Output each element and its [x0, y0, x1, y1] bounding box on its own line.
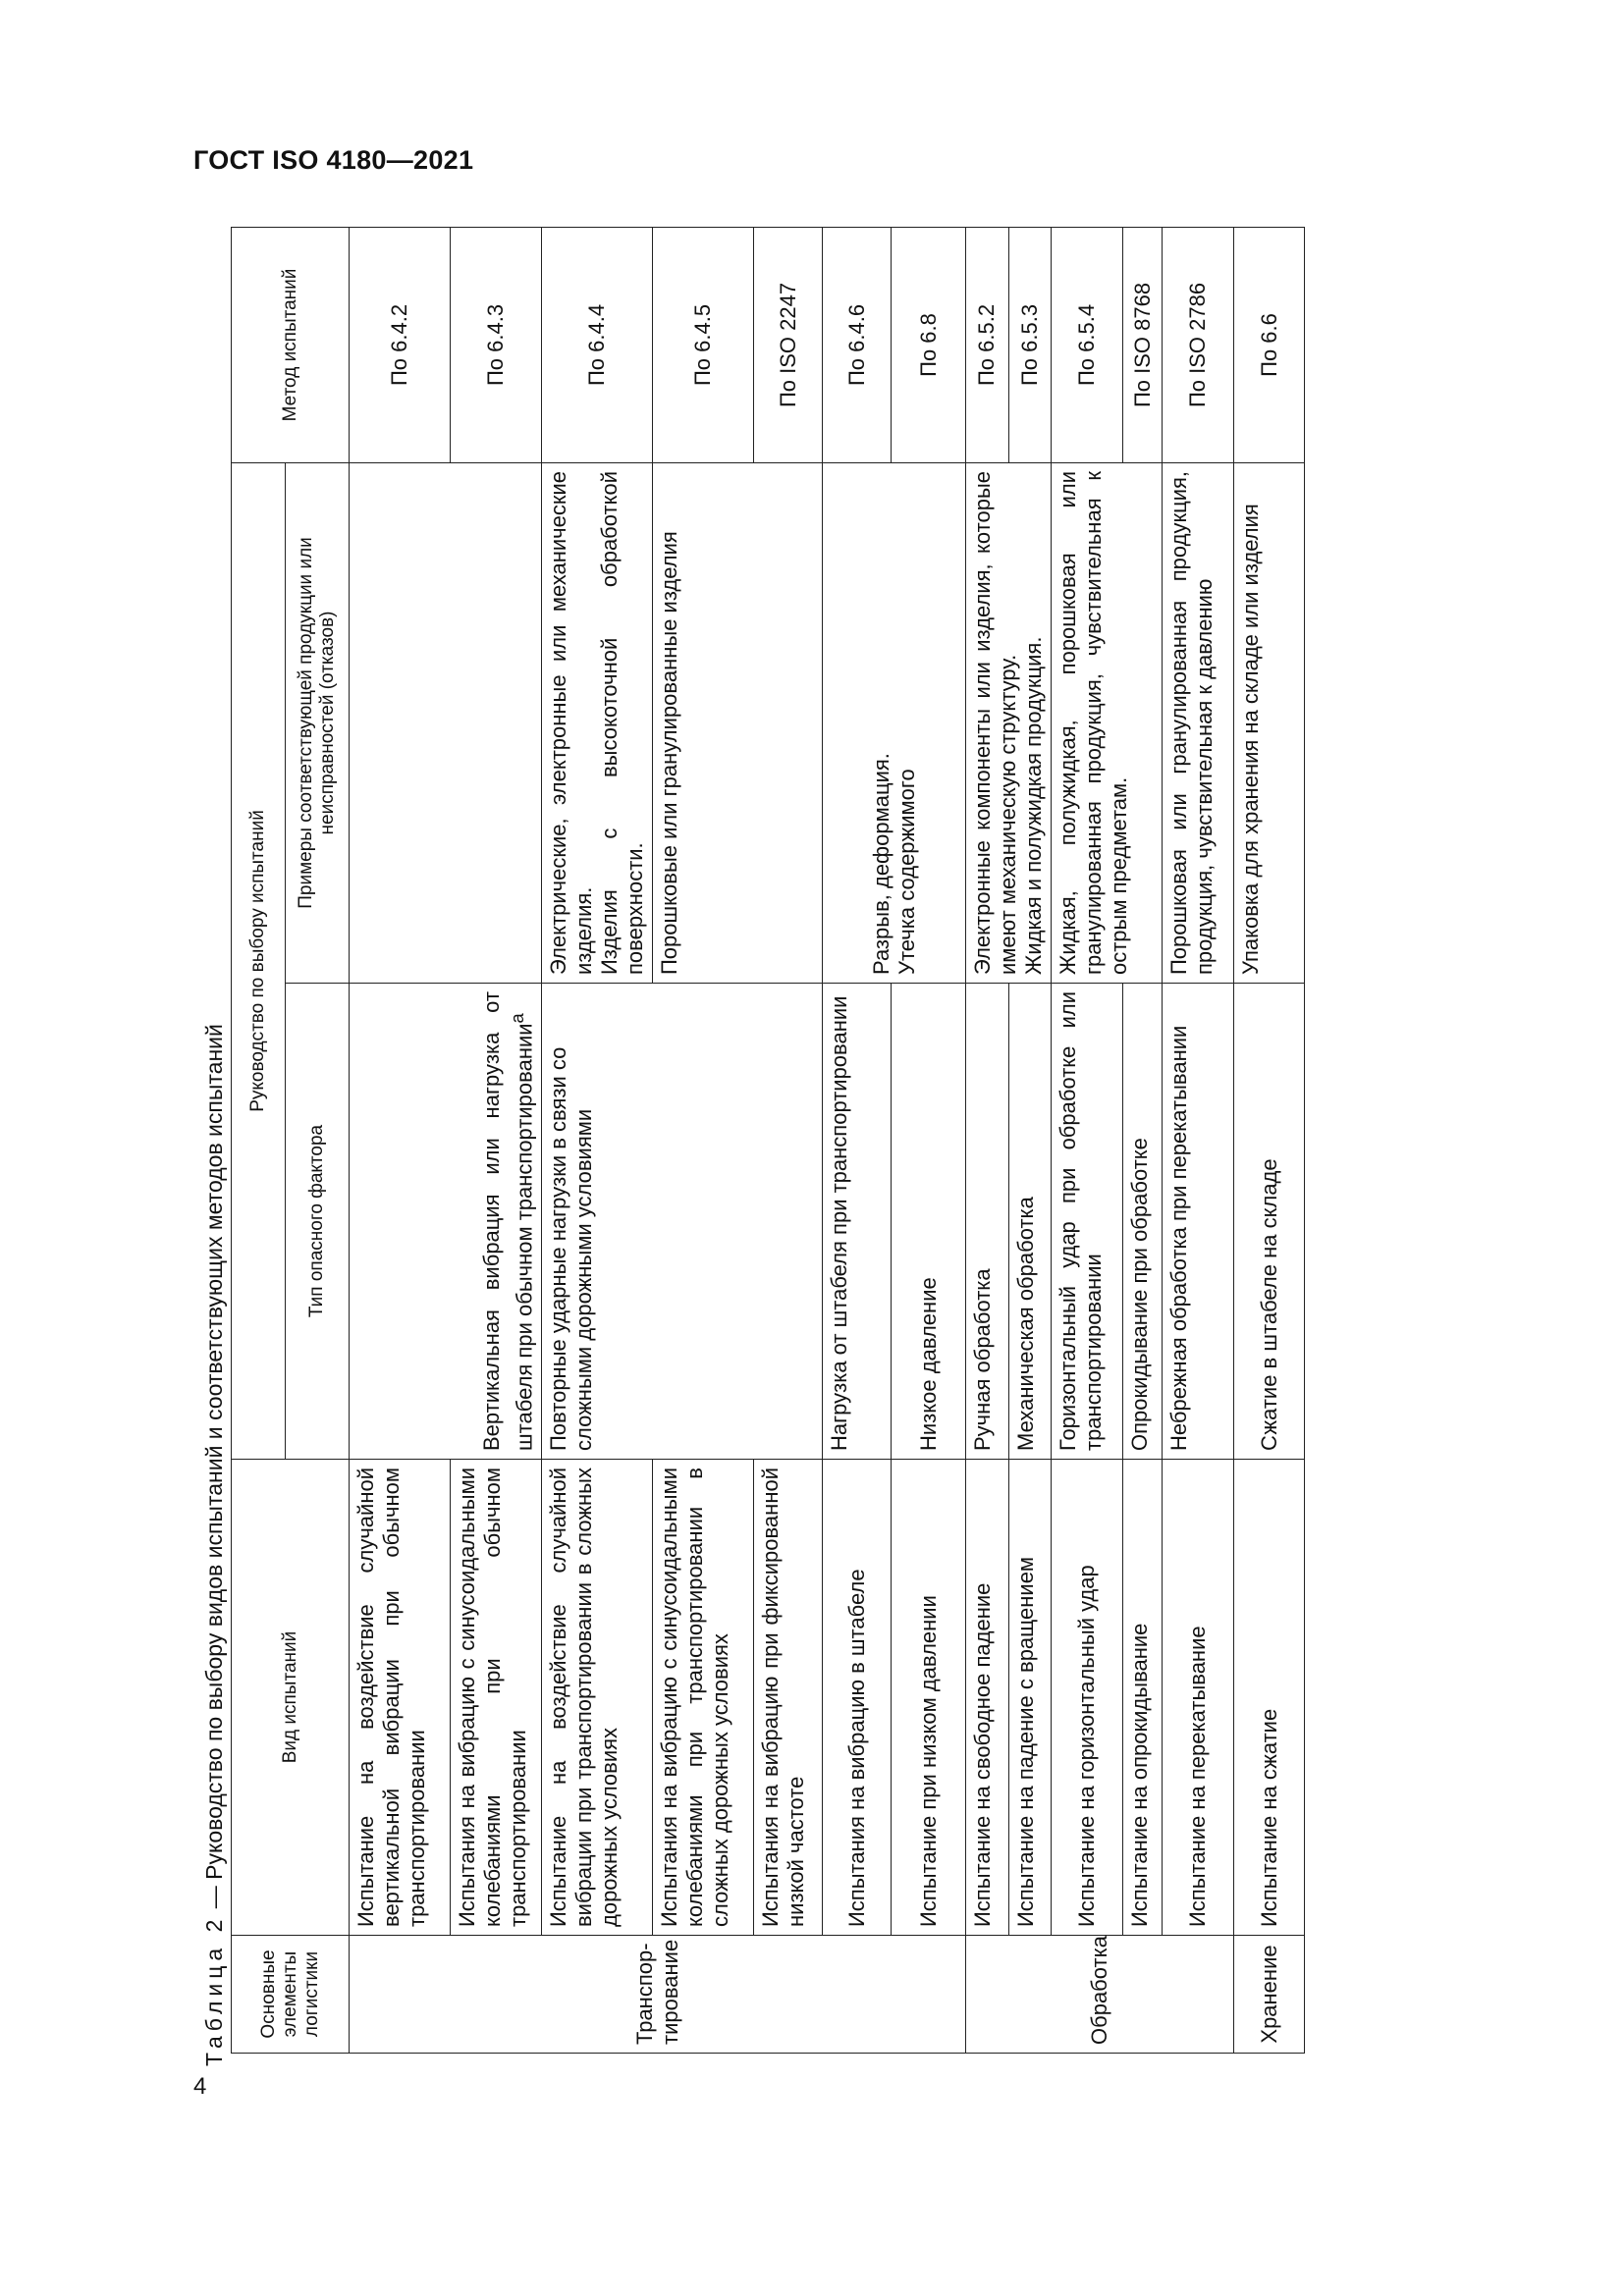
hazard-cell: Нагрузка от штабеля при транспортировании	[823, 984, 892, 1460]
hazard-cell: Горизонтальный удар при обработке или транспортировании	[1052, 984, 1123, 1460]
example-cell: Жидкая, полужидкая, порошковая или гранулированная продукция, чувствительная к острым предметам.	[1052, 462, 1163, 983]
group-handling: Обработка	[966, 1936, 1234, 2054]
test-cell: Испытания на вибрацию в штабеле	[823, 1460, 892, 1936]
hazard-cell: Механическая обработка	[1008, 984, 1052, 1460]
example-text: Электрические, электронные или механические изделия.	[546, 470, 596, 975]
example-text: Электронные компоненты или изделия, которые имеют механическую структуру.	[970, 470, 1020, 975]
example-cell: Порошковые или гранулированные изделия	[653, 462, 823, 983]
method-cell: По 6.5.2	[966, 227, 1009, 462]
method-cell: По ISO 8768	[1123, 227, 1163, 462]
hazard-cell: Опрокидывание при обработке	[1123, 984, 1163, 1460]
method-cell: По 6.4.6	[823, 227, 892, 462]
group-transport: Транспор-тирование	[350, 1936, 966, 2054]
test-cell: Испытание на сжатие	[1234, 1460, 1305, 1936]
test-cell: Испытание на воздействие случайной вертикальной вибрации при обычном транспортировании	[350, 1460, 451, 1936]
example-cell-empty	[350, 462, 542, 983]
header-hazard: Тип опасного фактора	[286, 984, 350, 1460]
hazard-cell: Сжатие в штабеле на складе	[1234, 984, 1305, 1460]
hazard-cell: Низкое давление	[892, 984, 966, 1460]
test-cell: Испытания на вибрацию с синусоидальными колебаниями при транспортировании в сложных дорожных условиях	[653, 1460, 754, 1936]
example-text: Разрыв, деформация.	[868, 753, 893, 975]
method-cell: По 6.5.4	[1052, 227, 1123, 462]
hazard-cell: Небрежная обработка при перекатывании	[1163, 984, 1234, 1460]
example-cell: Порошковая или гранулированная продукция, продукция, чувствительная к давлению	[1163, 462, 1234, 983]
header-guide: Руководство по выбору испытаний	[232, 462, 286, 1459]
method-cell: По 6.4.2	[350, 227, 451, 462]
method-cell: По 6.4.3	[451, 227, 542, 462]
table-caption	[201, 1024, 228, 2066]
example-text: Утечка содержимого	[893, 769, 919, 975]
test-cell: Испытания на вибрацию при фиксированной низкой частоте	[754, 1460, 823, 1936]
hazard-cell	[350, 984, 542, 1460]
test-cell: Испытание на воздействие случайной вибрации при транспортировании в сложных дорожных условиях	[542, 1460, 653, 1936]
hazard-text: Вертикальная вибрация или нагрузка от штабеля при обычном транспортировании	[478, 991, 536, 1451]
header-examples: Примеры соответствующей продукции или неисправностей (отказов)	[286, 462, 350, 983]
caption-dash: —	[201, 1886, 227, 1909]
test-cell: Испытание на свободное падение	[966, 1460, 1009, 1936]
test-cell: Испытания на вибрацию с синусоидальными колебаниями при обычном транспортировании	[451, 1460, 542, 1936]
header-method: Метод испытаний	[232, 227, 350, 462]
footnote-mark: a	[506, 1013, 527, 1024]
example-text: Изделия с высокоточной обработкой поверхности.	[597, 470, 647, 975]
header-test-kind: Вид испытаний	[232, 1460, 350, 1936]
method-cell: По 6.8	[892, 227, 966, 462]
test-cell: Испытание на горизонтальный удар	[1052, 1460, 1123, 1936]
test-cell: Испытание при низком давлении	[892, 1460, 966, 1936]
example-cell	[542, 462, 653, 983]
example-text: Жидкая и полужидкая продукция.	[1021, 636, 1046, 975]
caption-label: Таблица 2	[201, 1914, 227, 2066]
header-elements: Основные элементы логистики	[232, 1936, 350, 2054]
guide-table	[231, 227, 1305, 2054]
rotated-table-area	[196, 226, 1306, 2071]
hazard-cell: Повторные ударные нагрузки в связи со сложными дорожными условиями	[542, 984, 823, 1460]
example-cell: Упаковка для хранения на складе или изделия	[1234, 462, 1305, 983]
method-cell: По 6.4.4	[542, 227, 653, 462]
example-cell	[823, 462, 966, 983]
group-storage: Хранение	[1234, 1936, 1305, 2054]
method-cell: По 6.4.5	[653, 227, 754, 462]
example-cell	[966, 462, 1052, 983]
document-code: ГОСТ ISO 4180—2021	[193, 145, 474, 175]
test-cell: Испытание на падение с вращением	[1008, 1460, 1052, 1936]
test-cell: Испытание на перекатывание	[1163, 1460, 1234, 1936]
test-cell: Испытание на опрокидывание	[1123, 1460, 1163, 1936]
method-cell: По ISO 2786	[1163, 227, 1234, 462]
method-cell: По 6.5.3	[1008, 227, 1052, 462]
page-number: 4	[193, 2073, 207, 2100]
method-cell: По ISO 2247	[754, 227, 823, 462]
caption-title: Руководство по выбору видов испытаний и соответствующих методов испытаний	[201, 1024, 227, 1880]
method-cell: По 6.6	[1234, 227, 1305, 462]
hazard-cell: Ручная обработка	[966, 984, 1009, 1460]
